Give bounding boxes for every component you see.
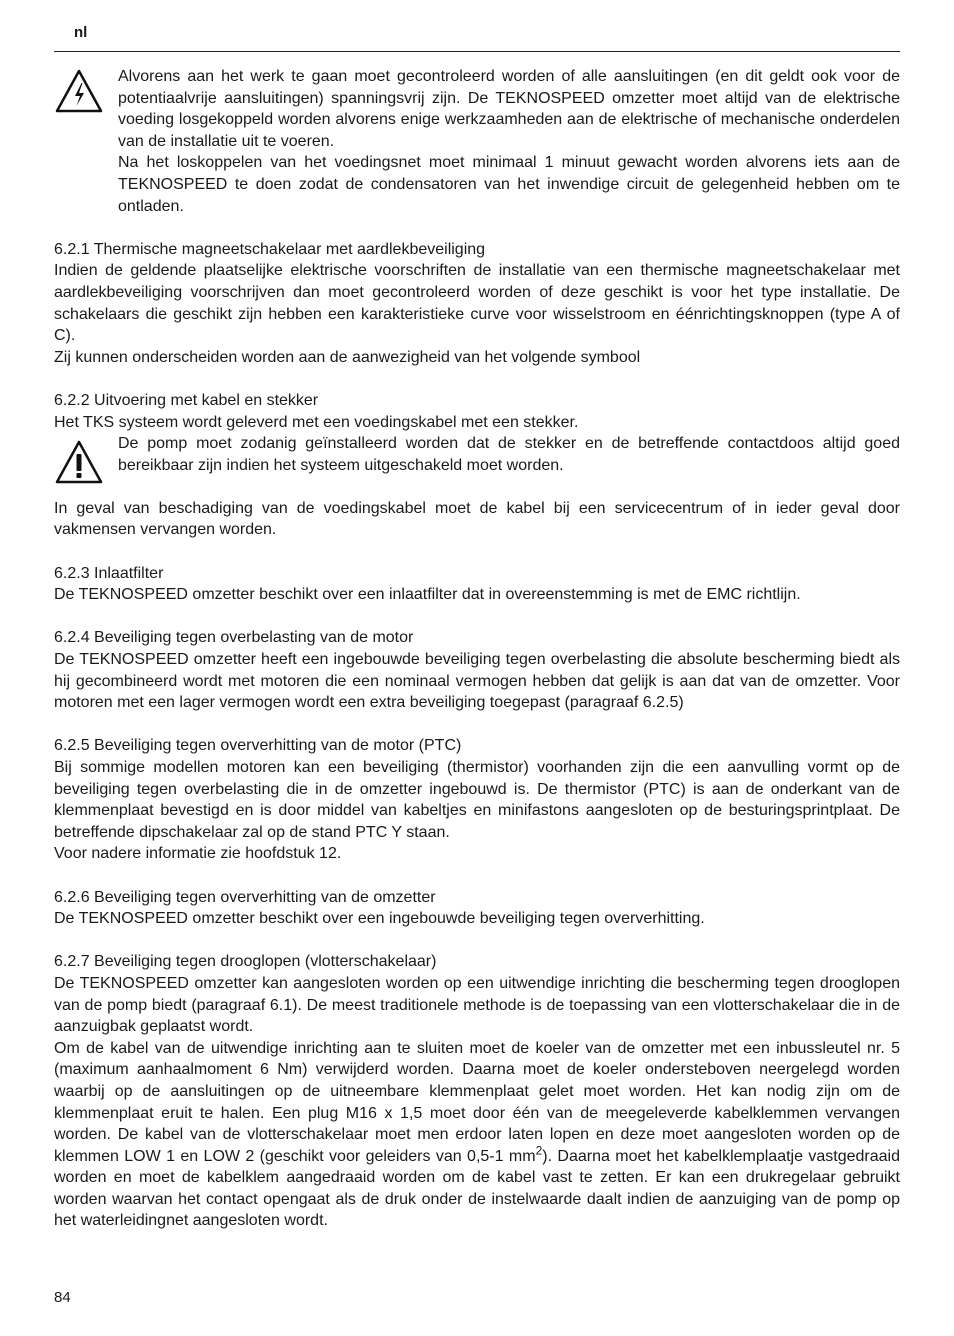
section-heading-6-2-7: 6.2.7 Beveiliging tegen drooglopen (vlotterschakelaar) bbox=[54, 953, 437, 971]
paragraph: De TEKNOSPEED omzetter beschikt over een inlaatfilter dat in overeenstemming is met de EMC richtlijn. bbox=[54, 586, 801, 604]
voltage-warning-text-2: Na het loskoppelen van het voedingsnet moet minimaal 1 minuut gewacht worden alvorens iets aan de TEKNOSPEED te doen zodat de condensatoren van het inwendige circuit de gelegenheid hebben om te ontladen. bbox=[118, 154, 900, 215]
plug-warning-block bbox=[54, 433, 900, 476]
plug-warning-text: De pomp moet zodanig geïnstalleerd worden dat de stekker en de betreffende contactdoos altijd goed bereikbaar zijn indien het systeem uitgeschakeld moet worden. bbox=[118, 435, 900, 474]
paragraph: De TEKNOSPEED omzetter heeft een ingebouwde beveiliging tegen overbelasting die absolute bescherming biedt als hij gecombineerd wordt met motoren die een nominaal vermogen hebben dat gelijk is aan dat van de omzetter. Voor motoren met een lager vermogen wordt een extra beveiliging toegepast (paragraaf 6.2.5) bbox=[54, 651, 900, 712]
paragraph: Zij kunnen onderscheiden worden aan de aanwezigheid van het volgende symbool bbox=[54, 348, 641, 366]
page-number: 84 bbox=[54, 1289, 71, 1306]
paragraph: In geval van beschadiging van de voedingskabel moet de kabel bij een servicecentrum of in ieder geval door vakmensen vervangen worden. bbox=[54, 499, 900, 539]
language-code: nl bbox=[74, 24, 88, 41]
paragraph: Het TKS systeem wordt geleverd met een voedingskabel met een stekker. bbox=[54, 413, 579, 431]
paragraph: De TEKNOSPEED omzetter beschikt over een ingebouwde beveiliging tegen oververhitting. bbox=[54, 910, 705, 928]
voltage-warning-block bbox=[54, 66, 900, 217]
paragraph bbox=[54, 1038, 900, 1232]
paragraph: Indien de geldende plaatselijke elektrische voorschriften de installatie van een thermische magneetschakelaar met aardlekbeveiliging voorschrijven dan moet gecontroleerd worden of deze geschikt is voor het type installatie. De schakelaars die geschikt zijn hebben een karakteristieke curve voor wisselstroom en éénrichtingsknoppen (type A of C). bbox=[54, 262, 900, 345]
header-rule bbox=[54, 51, 900, 52]
section-heading-6-2-4: 6.2.4 Beveiliging tegen overbelasting van de motor bbox=[54, 629, 414, 647]
high-voltage-warning-icon bbox=[54, 68, 104, 114]
voltage-warning-text: Alvorens aan het werk te gaan moet gecontroleerd worden of alle aansluitingen (en dit geldt ook voor de potentiaalvrije aansluitingen) spanningsvrij zijn. De TEKNOSPEED omzetter moet altijd van de elektrische voeding losgekoppeld worden alvorens enige werkzaamheden aan de elektrische of mechanische onderdelen van de installatie uit te voeren. bbox=[118, 68, 900, 150]
paragraph: De TEKNOSPEED omzetter kan aangesloten worden op een uitwendige inrichting die bescherming tegen drooglopen van de pomp biedt (paragraaf 6.1). De meest traditionele methode is de toepassing van een vlotterschakelaar die in de aanzuigbak geplaatst wordt. bbox=[54, 974, 900, 1036]
superscript: 2 bbox=[535, 1143, 543, 1158]
section-heading-6-2-6: 6.2.6 Beveiliging tegen oververhitting van de omzetter bbox=[54, 888, 436, 906]
section-heading-6-2-3: 6.2.3 Inlaatfilter bbox=[54, 564, 164, 582]
text-run: Om de kabel van de uitwendige inrichting aan te sluiten moet de koeler van de omzetter met een inbussleutel nr. 5 (maximum aanhaalmoment 6 Nm) verwijderd worden. Daarna moet de koeler ondersteboven neergelegd worden waarbij op de aansluitingen op de uitneembare klemmenplaat gelet moet worden. Het kan nodig zijn om de klemmenplaat eruit te halen. Een plug M16 x 1,5 moet door één van de meegeleverde kabelklemmen vervangen worden. De kabel van de vlotterschakelaar moet men erdoor laten lopen en deze moet aangesloten worden op de klemmen LOW 1 en LOW 2 (geschikt voor geleiders van 0,5-1 mm bbox=[54, 1039, 900, 1165]
page-body bbox=[54, 66, 900, 1232]
section-heading-6-2-1: 6.2.1 Thermische magneetschakelaar met aardlekbeveiliging bbox=[54, 240, 486, 258]
section-heading-6-2-5: 6.2.5 Beveiliging tegen oververhitting van de motor (PTC) bbox=[54, 737, 462, 755]
section-heading-6-2-2: 6.2.2 Uitvoering met kabel en stekker bbox=[54, 391, 319, 409]
paragraph: Bij sommige modellen motoren kan een beveiliging (thermistor) voorhanden zijn die een aanvulling vormt op de beveiliging tegen overbelasting die in de omzetter ingebouwd is. De thermistor (PTC) is aan de onderkant van de klemmenplaat bevestigd en is door middel van kabeltjes en minifastons aangesloten op de besturingsprintplaat. De betreffende dipschakelaar zal op de stand PTC Y staan. bbox=[54, 759, 900, 841]
exclamation-warning-icon bbox=[54, 439, 104, 485]
text-run: ). Daarna moet het kabelklemplaatje vastgedraaid worden en moet de kabelklem aangedraaid worden om de kabel vast te zetten. Er kan een drukregelaar gebruikt worden waarvan het contact opengaat als de druk onder de instelwaarde daalt indien de aanzuiging van de pomp op het waterleidingnet aangesloten wordt. bbox=[54, 1147, 900, 1230]
paragraph: Voor nadere informatie zie hoofdstuk 12. bbox=[54, 845, 342, 863]
